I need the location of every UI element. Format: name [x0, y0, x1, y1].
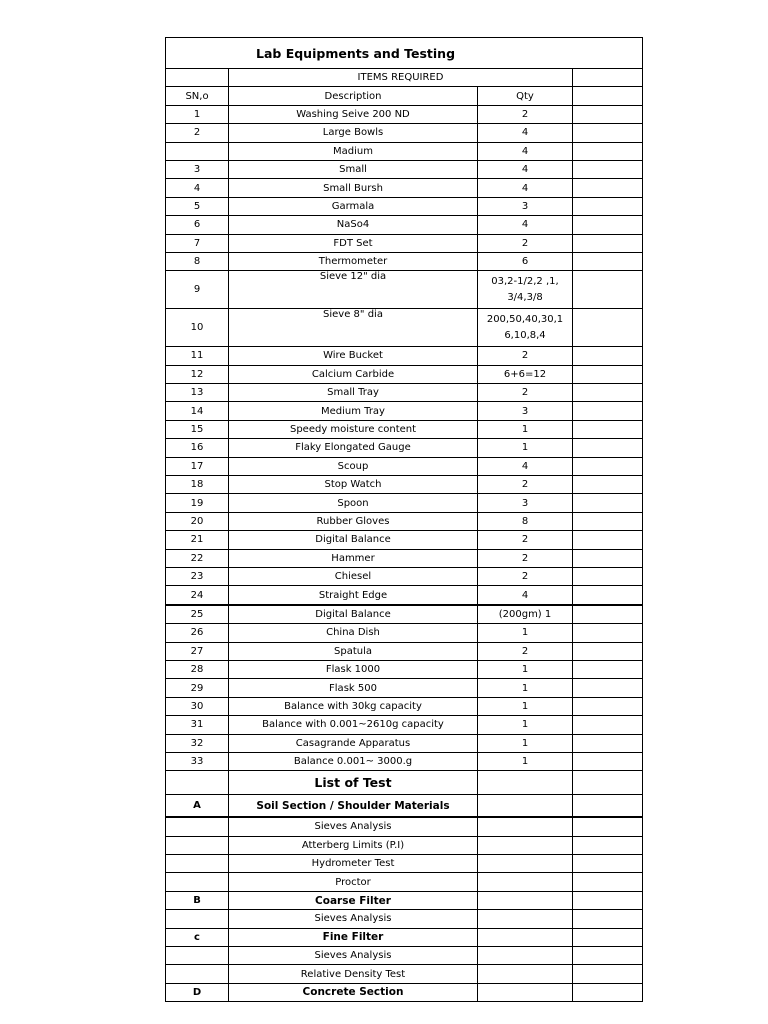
- blank-cell: [478, 891, 573, 909]
- item-sn: 3: [166, 160, 229, 178]
- item-qty: 6: [478, 252, 573, 270]
- test-row: [166, 836, 643, 854]
- table-row: [166, 234, 643, 252]
- table-row: [166, 697, 643, 715]
- item-extra: [573, 271, 643, 309]
- test-row: [166, 965, 643, 983]
- table-row: [166, 124, 643, 142]
- items-required-label: ITEMS REQUIRED: [229, 69, 573, 87]
- item-extra: [573, 752, 643, 770]
- item-extra: [573, 309, 643, 347]
- item-sn: 15: [166, 420, 229, 438]
- blank-cell: [478, 983, 573, 1001]
- blank-cell: [478, 965, 573, 983]
- table-row: [166, 642, 643, 660]
- item-description: Hammer: [229, 549, 478, 567]
- test-row: [166, 855, 643, 873]
- item-sn: 25: [166, 605, 229, 624]
- item-sn: [166, 142, 229, 160]
- item-extra: [573, 679, 643, 697]
- blank-cell: [573, 947, 643, 965]
- item-description: Digital Balance: [229, 531, 478, 549]
- test-description: Sieves Analysis: [229, 947, 478, 965]
- item-sn: 29: [166, 679, 229, 697]
- test-row: [166, 910, 643, 928]
- item-qty: 2: [478, 549, 573, 567]
- blank-cell: [478, 836, 573, 854]
- table-row: [166, 347, 643, 365]
- item-sn: 14: [166, 402, 229, 420]
- blank-cell: [573, 910, 643, 928]
- blank-cell: [478, 928, 573, 946]
- item-extra: [573, 624, 643, 642]
- item-description: Flask 500: [229, 679, 478, 697]
- item-qty: 4: [478, 216, 573, 234]
- item-description: Small Bursh: [229, 179, 478, 197]
- item-sn: 1: [166, 105, 229, 123]
- test-description: Soil Section / Shoulder Materials: [229, 795, 478, 818]
- item-qty: 2: [478, 347, 573, 365]
- item-extra: [573, 549, 643, 567]
- item-extra: [573, 216, 643, 234]
- item-sn: 23: [166, 567, 229, 585]
- item-description: Thermometer: [229, 252, 478, 270]
- item-description: Balance with 30kg capacity: [229, 697, 478, 715]
- table-row: [166, 494, 643, 512]
- blank-cell: [478, 855, 573, 873]
- test-row: [166, 891, 643, 909]
- table-row: [166, 660, 643, 678]
- item-qty: 1: [478, 624, 573, 642]
- item-extra: [573, 179, 643, 197]
- item-qty: 2: [478, 476, 573, 494]
- blank-cell: [573, 836, 643, 854]
- test-description: Relative Density Test: [229, 965, 478, 983]
- blank-cell: [573, 891, 643, 909]
- item-sn: 9: [166, 271, 229, 309]
- item-qty: 4: [478, 586, 573, 605]
- test-description: Proctor: [229, 873, 478, 891]
- item-extra: [573, 420, 643, 438]
- item-sn: 7: [166, 234, 229, 252]
- table-row: [166, 512, 643, 530]
- item-qty: 8: [478, 512, 573, 530]
- item-sn: 27: [166, 642, 229, 660]
- list-of-test-row: [166, 771, 643, 795]
- table-row: [166, 457, 643, 475]
- test-row: [166, 873, 643, 891]
- item-qty: 2: [478, 531, 573, 549]
- item-extra: [573, 234, 643, 252]
- item-qty: 4: [478, 457, 573, 475]
- item-qty: 1: [478, 734, 573, 752]
- item-extra: [573, 586, 643, 605]
- item-sn: 20: [166, 512, 229, 530]
- table-row: [166, 142, 643, 160]
- item-sn: 16: [166, 439, 229, 457]
- table-row: [166, 179, 643, 197]
- item-sn: 19: [166, 494, 229, 512]
- table-row: [166, 271, 643, 309]
- item-qty: 1: [478, 439, 573, 457]
- item-sn: 10: [166, 309, 229, 347]
- item-sn: 21: [166, 531, 229, 549]
- blank-cell: [478, 873, 573, 891]
- item-description: China Dish: [229, 624, 478, 642]
- item-description: Calcium Carbide: [229, 365, 478, 383]
- item-description: Rubber Gloves: [229, 512, 478, 530]
- test-row: [166, 817, 643, 836]
- table-row: [166, 586, 643, 605]
- blank-cell: [573, 771, 643, 795]
- test-row: [166, 795, 643, 818]
- item-qty: 4: [478, 179, 573, 197]
- item-extra: [573, 567, 643, 585]
- equipment-table: [165, 37, 643, 1002]
- item-description: NaSo4: [229, 216, 478, 234]
- item-qty: 2: [478, 105, 573, 123]
- table-row: [166, 384, 643, 402]
- item-qty: 4: [478, 160, 573, 178]
- table-row: [166, 476, 643, 494]
- item-description: Large Bowls: [229, 124, 478, 142]
- item-description: Balance with 0.001~2610g capacity: [229, 716, 478, 734]
- item-description: Spatula: [229, 642, 478, 660]
- item-description: Madium: [229, 142, 478, 160]
- item-sn: 18: [166, 476, 229, 494]
- item-extra: [573, 365, 643, 383]
- item-qty: 2: [478, 642, 573, 660]
- test-sn: [166, 947, 229, 965]
- table-row: [166, 160, 643, 178]
- test-sn: D: [166, 983, 229, 1001]
- item-description: Stop Watch: [229, 476, 478, 494]
- table-row: [166, 567, 643, 585]
- table-row: [166, 624, 643, 642]
- item-sn: 33: [166, 752, 229, 770]
- item-extra: [573, 142, 643, 160]
- table-row: [166, 716, 643, 734]
- item-extra: [573, 384, 643, 402]
- item-description: Small Tray: [229, 384, 478, 402]
- blank-cell: [573, 928, 643, 946]
- item-qty: 2: [478, 567, 573, 585]
- item-qty: 1: [478, 420, 573, 438]
- item-description: Sieve 8" dia: [229, 309, 478, 347]
- item-description: Flask 1000: [229, 660, 478, 678]
- item-sn: 17: [166, 457, 229, 475]
- items-required-row: [166, 69, 643, 87]
- item-description: Medium Tray: [229, 402, 478, 420]
- item-extra: [573, 716, 643, 734]
- item-sn: 12: [166, 365, 229, 383]
- test-sn: c: [166, 928, 229, 946]
- table-row: [166, 197, 643, 215]
- item-extra: [573, 494, 643, 512]
- item-qty: 1: [478, 752, 573, 770]
- item-extra: [573, 476, 643, 494]
- item-extra: [573, 605, 643, 624]
- item-extra: [573, 531, 643, 549]
- item-description: Digital Balance: [229, 605, 478, 624]
- item-sn: 13: [166, 384, 229, 402]
- test-sn: A: [166, 795, 229, 818]
- blank-cell: [478, 947, 573, 965]
- blank-cell: [573, 855, 643, 873]
- table-row: [166, 252, 643, 270]
- item-extra: [573, 402, 643, 420]
- item-extra: [573, 160, 643, 178]
- table-row: [166, 734, 643, 752]
- item-extra: [573, 697, 643, 715]
- item-sn: 31: [166, 716, 229, 734]
- item-extra: [573, 197, 643, 215]
- item-extra: [573, 439, 643, 457]
- item-extra: [573, 124, 643, 142]
- blank-cell: [478, 795, 573, 818]
- table-row: [166, 752, 643, 770]
- item-sn: 2: [166, 124, 229, 142]
- item-extra: [573, 734, 643, 752]
- blank-cell: [573, 817, 643, 836]
- blank-cell: [478, 817, 573, 836]
- table-row: [166, 531, 643, 549]
- test-description: Atterberg Limits (P.I): [229, 836, 478, 854]
- item-extra: [573, 105, 643, 123]
- test-row: [166, 947, 643, 965]
- item-sn: 4: [166, 179, 229, 197]
- item-description: FDT Set: [229, 234, 478, 252]
- test-description: Concrete Section: [229, 983, 478, 1001]
- item-description: Casagrande Apparatus: [229, 734, 478, 752]
- item-sn: 8: [166, 252, 229, 270]
- test-description: Hydrometer Test: [229, 855, 478, 873]
- item-description: Spoon: [229, 494, 478, 512]
- item-description: Balance 0.001~ 3000.g: [229, 752, 478, 770]
- item-sn: 11: [166, 347, 229, 365]
- test-sn: [166, 910, 229, 928]
- item-qty: 03,2-1/2,2 ,1, 3/4,3/8: [478, 271, 573, 309]
- item-description: Garmala: [229, 197, 478, 215]
- blank-cell: [573, 873, 643, 891]
- item-extra: [573, 347, 643, 365]
- item-description: Chiesel: [229, 567, 478, 585]
- item-sn: 24: [166, 586, 229, 605]
- test-sn: B: [166, 891, 229, 909]
- item-qty: 2: [478, 234, 573, 252]
- test-sn: [166, 817, 229, 836]
- header-sn: SN,o: [166, 87, 229, 105]
- title-row: [166, 38, 643, 69]
- table-row: [166, 309, 643, 347]
- item-sn: 22: [166, 549, 229, 567]
- test-row: [166, 983, 643, 1001]
- item-extra: [573, 252, 643, 270]
- blank-cell: [478, 771, 573, 795]
- item-qty: 2: [478, 384, 573, 402]
- item-qty: 200,50,40,30,1 6,10,8,4: [478, 309, 573, 347]
- item-qty: 1: [478, 679, 573, 697]
- item-qty: 1: [478, 660, 573, 678]
- item-qty: 1: [478, 697, 573, 715]
- header-qty: Qty: [478, 87, 573, 105]
- item-description: Sieve 12" dia: [229, 271, 478, 309]
- list-of-test-label: List of Test: [229, 771, 478, 795]
- item-description: Wire Bucket: [229, 347, 478, 365]
- blank-cell: [573, 983, 643, 1001]
- item-qty: 3: [478, 494, 573, 512]
- table-row: [166, 105, 643, 123]
- item-extra: [573, 660, 643, 678]
- item-description: Flaky Elongated Gauge: [229, 439, 478, 457]
- table-row: [166, 549, 643, 567]
- item-qty: 4: [478, 142, 573, 160]
- table-row: [166, 605, 643, 624]
- item-qty: 3: [478, 402, 573, 420]
- header-row: [166, 87, 643, 105]
- test-sn: [166, 836, 229, 854]
- table-row: [166, 216, 643, 234]
- item-sn: 26: [166, 624, 229, 642]
- test-description: Coarse Filter: [229, 891, 478, 909]
- item-qty: 3: [478, 197, 573, 215]
- item-description: Scoup: [229, 457, 478, 475]
- table-row: [166, 402, 643, 420]
- table-row: [166, 679, 643, 697]
- item-description: Small: [229, 160, 478, 178]
- test-row: [166, 928, 643, 946]
- page-title: Lab Equipments and Testing: [166, 38, 643, 69]
- test-sn: [166, 855, 229, 873]
- test-description: Sieves Analysis: [229, 910, 478, 928]
- header-description: Description: [229, 87, 478, 105]
- item-sn: 28: [166, 660, 229, 678]
- item-sn: 30: [166, 697, 229, 715]
- test-sn: [166, 873, 229, 891]
- item-extra: [573, 512, 643, 530]
- blank-cell: [166, 771, 229, 795]
- blank-cell: [573, 965, 643, 983]
- item-sn: 6: [166, 216, 229, 234]
- table-row: [166, 420, 643, 438]
- item-extra: [573, 457, 643, 475]
- item-description: Straight Edge: [229, 586, 478, 605]
- item-extra: [573, 642, 643, 660]
- test-description: Sieves Analysis: [229, 817, 478, 836]
- item-qty: 1: [478, 716, 573, 734]
- item-qty: 4: [478, 124, 573, 142]
- item-description: Speedy moisture content: [229, 420, 478, 438]
- item-sn: 32: [166, 734, 229, 752]
- item-description: Washing Seive 200 ND: [229, 105, 478, 123]
- item-qty: (200gm) 1: [478, 605, 573, 624]
- blank-cell: [573, 795, 643, 818]
- blank-cell: [478, 910, 573, 928]
- table-row: [166, 439, 643, 457]
- item-qty: 6+6=12: [478, 365, 573, 383]
- item-sn: 5: [166, 197, 229, 215]
- test-description: Fine Filter: [229, 928, 478, 946]
- test-sn: [166, 965, 229, 983]
- table-row: [166, 365, 643, 383]
